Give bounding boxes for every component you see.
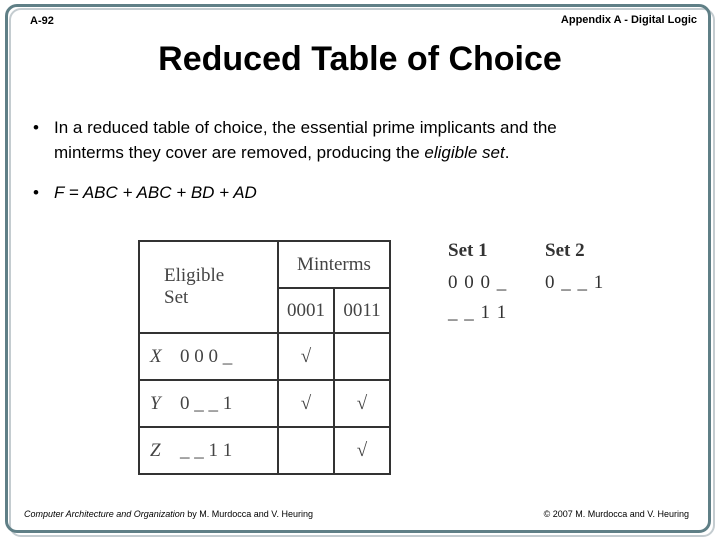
bullet-dot: • — [33, 183, 39, 202]
check-cell: √ — [278, 380, 334, 427]
implicant-value: _ _ 1 1 — [180, 439, 233, 461]
set-1 — [448, 240, 507, 328]
footer-citation — [24, 509, 313, 519]
table-row — [139, 333, 390, 380]
set-2-title: Set 2 — [545, 240, 585, 261]
chapter-label: Appendix A - Digital Logic — [560, 14, 697, 26]
set-2 — [545, 240, 604, 298]
bullet-reduced-table — [33, 115, 683, 165]
set-2-item: 0 _ _ 1 — [545, 272, 605, 293]
implicant-value: 0 _ _ 1 — [180, 392, 233, 414]
slide-number: A-92 — [30, 15, 54, 27]
eligible-header-line2: Set — [164, 287, 189, 308]
check-cell: √ — [334, 380, 390, 427]
row-implicant — [139, 333, 278, 380]
bullet-function — [33, 180, 257, 205]
row-implicant — [139, 427, 278, 474]
minterms-header: Minterms — [278, 241, 390, 288]
slide-title: Reduced Table of Choice — [158, 40, 562, 78]
function-expression: F = ABC + ABC + BD + AD — [54, 183, 257, 202]
row-label: Z — [150, 439, 161, 461]
set-1-item: 0 0 0 _ — [448, 272, 508, 293]
bullet-dot: • — [33, 118, 39, 137]
minterm-column-header: 0001 — [278, 288, 334, 333]
bullet-text-period: . — [504, 143, 510, 162]
eligible-set-header — [139, 241, 278, 333]
footer-copyright: © 2007 M. Murdocca and V. Heuring — [543, 509, 689, 519]
set-1-item: _ _ 1 1 — [448, 302, 508, 323]
table-row — [139, 427, 390, 474]
row-label: X — [150, 345, 162, 367]
check-cell: √ — [278, 333, 334, 380]
check-cell — [334, 333, 390, 380]
row-implicant — [139, 380, 278, 427]
implicant-value: 0 0 0 _ — [180, 345, 233, 367]
eligible-header-line1: Eligible — [164, 265, 225, 286]
eligible-set-term: eligible set — [424, 143, 505, 162]
check-cell — [278, 427, 334, 474]
bullet-text-line2: minterms they cover are removed, producing the — [54, 143, 425, 162]
reduced-choice-table — [138, 240, 391, 475]
table-row — [139, 380, 390, 427]
minterm-column-header: 0011 — [334, 288, 390, 333]
set-1-title: Set 1 — [448, 240, 488, 261]
row-label: Y — [150, 392, 161, 414]
check-cell: √ — [334, 427, 390, 474]
book-title: Computer Architecture and Organization — [24, 509, 185, 519]
bullet-text-line1: In a reduced table of choice, the essential prime implicants and the — [54, 118, 557, 137]
book-authors: by M. Murdocca and V. Heuring — [184, 509, 313, 519]
